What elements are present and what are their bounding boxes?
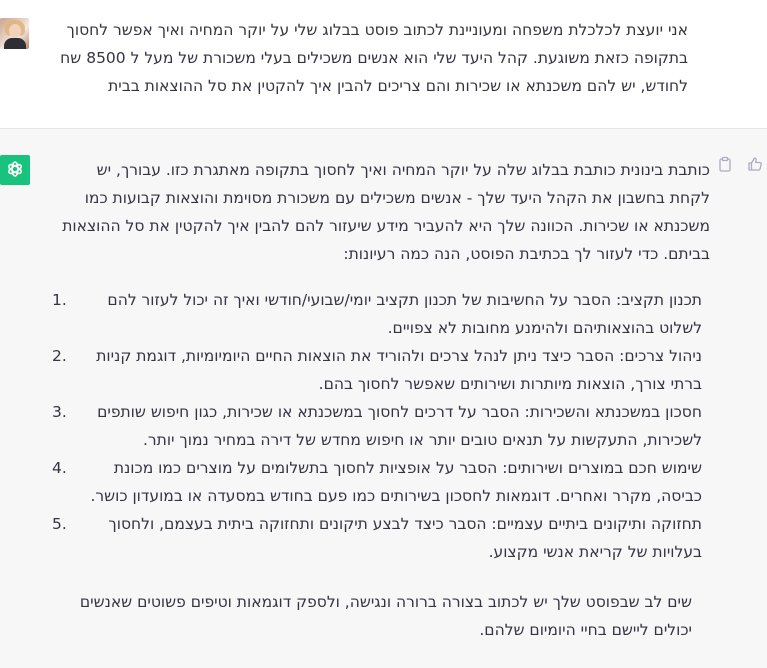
list-item [52,510,702,566]
list-item-text: תכנון תקציב: הסבר על החשיבות של תכנון תקציב יומי/שבועי/חודשי ואיך זה יכול לעזור להם לשלוט בהוצאותיהם ולהימנע מחובות לא צפויים. [107,291,702,337]
list-item-text: תחזוקה ותיקונים ביתיים עצמיים: הסבר כיצד לבצע תיקונים ותחזוקה ביתית בעצמם, ולחסוך בעלויות של קריאת אנשי מקצוע. [108,515,702,561]
list-item-text: חסכון במשכנתא והשכירות: הסבר על דרכים לחסוך במשכנתא או שכירות, כגון חיפוש שותפים לשכירות, התעקשות על תנאים טובים יותר או חיפוש מחדש של דירה במחיר נמוך יותר. [97,403,702,449]
assistant-closing-paragraph: שים לב שבפוסט שלך יש לכתוב בצורה ברורה ונגישה, ולספק דוגמאות וטיפים פשוטים שאנשים יכולים ליישם בחיי היומיום שלהם. [79,593,692,639]
user-message-text: אני יועצת לכלכלת משפחה ומעוניינת לכתוב פוסט בבלוג שלי על יוקר המחיה ואיך אפשר לחסוך בתקופה כזאת משוגעת. קהל היעד שלי הוא אנשים משכילים בעלי משכורת של מעל ל 8500 שח לחודש, יש להם משכנתא או שכירות והם צריכים להבין איך להקטין את סל ההוצאות בבית [60,21,688,95]
list-item-number: 1. [52,291,67,309]
list-item-text: ניהול צרכים: הסבר כיצד ניתן לנהל צרכים ולהוריד את הוצאות החיים היומיומיות, דוגמת קניות ברתי צורך, הוצאות מיותרות ושירותים שאפשר לחסוך בהם. [96,347,702,393]
list-item [52,342,702,398]
list-item-text: שימוש חכם במוצרים ושירותים: הסבר על אופציות לחסוך בתשלומים על מוצרים כמו מכונת כביסה, מקרר ואחרים. דוגמאות לחסכון בשירותים כמו פעם בחודש במסעדה או במועדון כושר. [90,459,702,505]
openai-logo-icon [4,159,26,181]
list-item [52,286,702,342]
user-message-block [0,0,767,129]
list-item-number: 2. [52,347,67,365]
list-item [52,454,702,510]
clipboard-icon[interactable] [717,156,733,172]
message-actions [717,156,763,172]
user-avatar [0,18,29,49]
list-item-number: 4. [52,459,67,477]
assistant-intro-paragraph: כותבת בינונית כותבת בבלוג שלה על יוקר המחיה ואיך לחסוך בתקופה מאתגרת כזו. עבורך, יש לקחת בחשבון את הקהל היעד שלך - אנשים משכילים עם משכורת מסוימת והוצאות קבועות כמו משכנתא או שכירות. הכוונה שלך היא להעביר מידע שיעזור להם להבין איך להקטין את סל ההוצאות בביתם. כדי לעזור לך בכתיבת הפוסט, הנה כמה רעיונות: [62,161,710,263]
thumbs-up-icon[interactable] [747,156,763,172]
list-item [52,398,702,454]
ideas-list [52,286,702,566]
list-item-number: 5. [52,515,67,533]
list-item-number: 3. [52,403,67,421]
assistant-avatar [0,155,30,185]
